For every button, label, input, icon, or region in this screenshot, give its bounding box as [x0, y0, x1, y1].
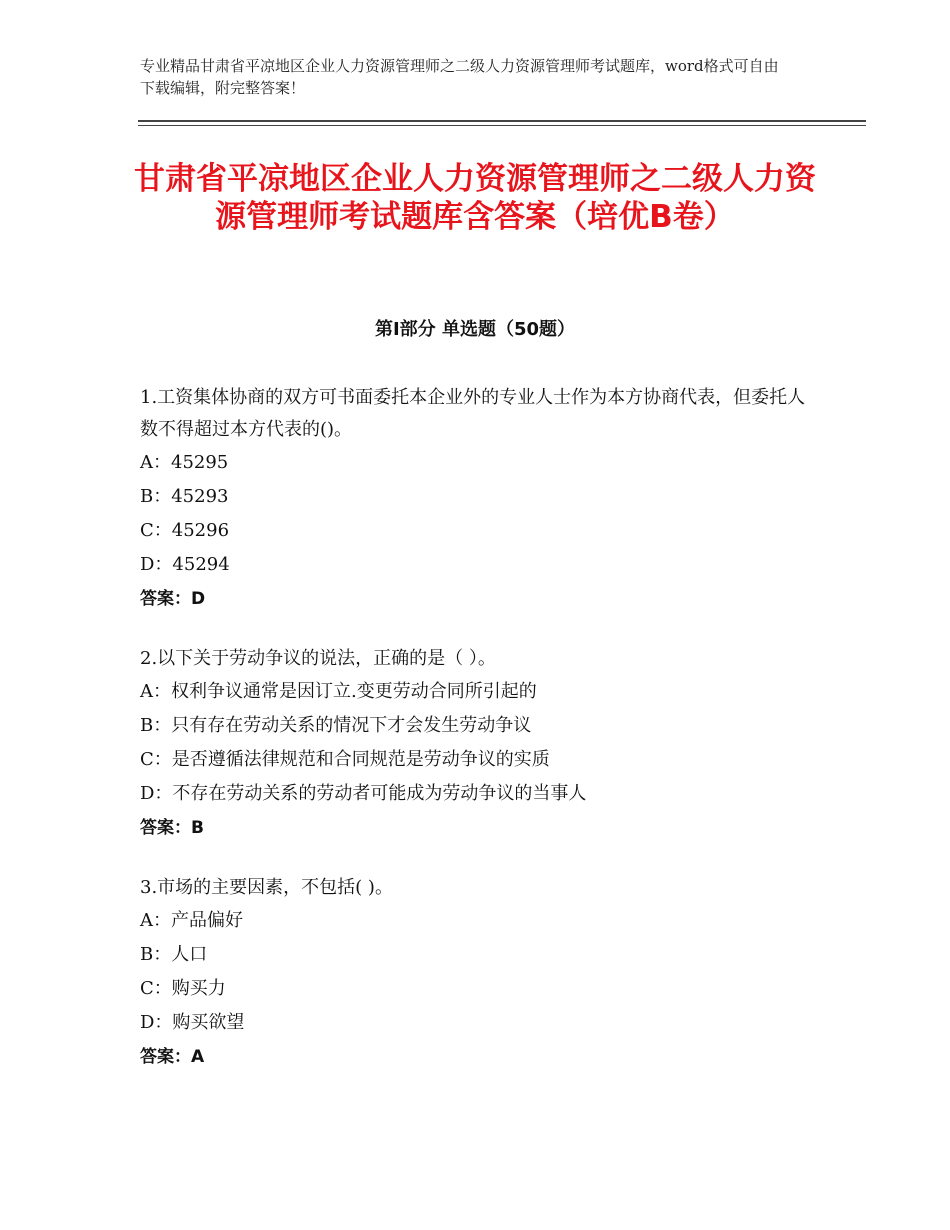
question-list	[140, 382, 820, 1101]
option-b: B：只有存在劳动关系的情况下才会发生劳动争议	[140, 715, 532, 736]
header-rule-thin	[138, 125, 866, 126]
question-3	[140, 872, 820, 1074]
document-title: 甘肃省平凉地区企业人力资源管理师之二级人力资源管理师考试题库含答案（培优B卷）	[134, 161, 816, 235]
question-2	[140, 643, 820, 845]
option-a: A：45295	[140, 452, 229, 473]
header-rule-thick	[138, 120, 866, 122]
option-d: D：45294	[140, 554, 230, 575]
question-stem: 3.市场的主要因素，不包括( )。	[140, 877, 393, 898]
question-1	[140, 382, 820, 616]
answer: 答案：D	[140, 589, 206, 609]
header-note: 专业精品甘肃省平凉地区企业人力资源管理师之二级人力资源管理师考试题库，word格式可自由下载编辑，附完整答案！	[140, 57, 779, 97]
option-c: C：45296	[140, 520, 230, 541]
option-d: D：不存在劳动关系的劳动者可能成为劳动争议的当事人	[140, 783, 587, 804]
option-b: B：45293	[140, 486, 229, 507]
option-a: A：产品偏好	[140, 910, 243, 931]
section-title: 第Ⅰ部分 单选题（50题）	[374, 319, 575, 340]
question-stem: 1.工资集体协商的双方可书面委托本企业外的专业人士作为本方协商代表，但委托人数不得超过本方代表的()。	[140, 387, 806, 440]
option-c: C：是否遵循法律规范和合同规范是劳动争议的实质	[140, 749, 550, 770]
answer: 答案：B	[140, 818, 204, 838]
question-stem: 2.以下关于劳动争议的说法，正确的是（ ）。	[140, 648, 496, 669]
option-a: A：权利争议通常是因订立.变更劳动合同所引起的	[140, 681, 537, 702]
option-d: D：购买欲望	[140, 1012, 245, 1033]
option-b: B：人口	[140, 944, 208, 965]
option-c: C：购买力	[140, 978, 226, 999]
answer: 答案：A	[140, 1047, 205, 1067]
